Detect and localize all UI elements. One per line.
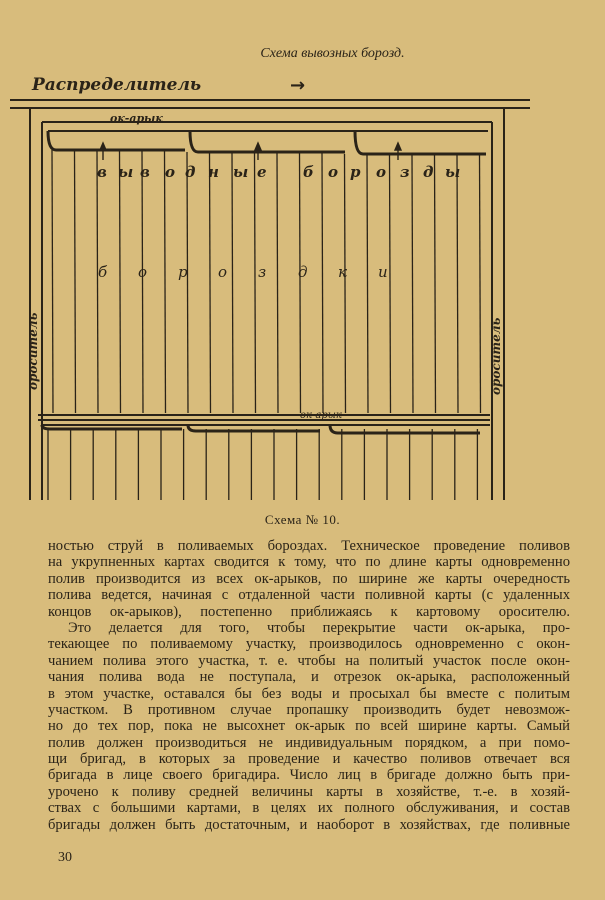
outlet-furrows-letter: ы [233,163,249,181]
outlet-furrows-letter: е [257,163,267,181]
running-header: Схема вывозных борозд. [260,46,405,61]
text-line: полив производится из всех ок-арыков, по ширине же карты очередность [48,570,570,587]
right-irrigator-label: ороситель [489,317,503,395]
furrows-letter: р [178,263,188,281]
furrow-upper [142,150,143,413]
text-line: в этом участке, оставался бы без воды и просыхал бы вместе с политым [48,685,570,702]
furrows-letter: д [298,263,308,281]
outlet-furrows-letter: о [328,163,339,181]
outlet-furrows-letter: б [303,163,314,181]
furrow-upper [300,152,301,413]
outlet-furrows-letter: в [140,163,150,181]
distributor-label: Распределитель [32,75,202,95]
furrow-scheme-diagram [0,70,605,510]
furrow-upper [480,154,481,413]
page-number: 30 [58,850,72,865]
bottom-ok-aryk-label: ок-арык [300,410,342,421]
text-line: ностью струй в поливаемых бороздах. Техническое проведение поливов [48,538,570,554]
direction-arrow: → [290,75,306,96]
furrow-upper [345,154,346,413]
outlet-furrows-letter: д [185,163,196,181]
furrow-upper [187,152,188,413]
top-branch-ok-aryk-2 [190,131,345,152]
bottom-branch-ok-aryk-3 [330,425,480,433]
text-line: щи бригад, в которых за проведение и качество поливов отвечает вся [48,751,570,768]
furrow-upper [412,154,413,413]
furrows-letter: к [338,263,347,281]
furrow-upper [210,152,211,413]
text-line: концов ок-арыков), постепенно приближаясь к картовому оросителю. [48,603,570,620]
furrow-upper [52,150,53,413]
outlet-furrows-letter: з [400,163,410,181]
text-line: бригада в лице своего бригадира. Число лиц в бригаде должно быть при- [48,767,570,784]
furrow-upper [367,154,368,413]
furrow-upper [435,154,436,413]
furrow-upper [97,150,98,413]
outlet-furrows-letter: н [208,163,219,181]
furrow-upper [165,150,166,413]
top-ok-aryk-label: ок-арык [110,112,163,125]
text-line: участком. В противном случае пропашку производить будет невозмож- [48,701,570,718]
text-line: чанием полива этого участка, т. е. чтобы на политый участок после окон- [48,652,570,669]
outlet-furrows-letter: о [376,163,387,181]
text-line: текающее по поливаемому участку, производилось одновременно с окон- [48,636,570,653]
furrows-letter: о [138,263,148,281]
furrows-letter: о [218,263,228,281]
text-line: бригады должен быть достаточным, и наоборот в хозяйствах, где поливные [48,816,570,833]
outlet-furrows-letter: о [165,163,176,181]
furrow-upper [75,150,76,413]
text-line: но до тех пор, пока не высохнет ок-арык по всей ширине карты. Самый [48,718,570,735]
body-text [48,538,570,833]
furrows-letter: б [98,263,108,281]
furrow-upper [120,150,121,413]
up-arrow-head-icon [395,143,401,150]
top-branch-ok-aryk-3 [355,131,486,154]
text-line: Это делается для того, чтобы перекрытие части ок-арыка, про- [68,619,570,636]
furrow-upper [277,152,278,413]
up-arrow-head-icon [100,143,106,150]
furrow-upper [232,152,233,413]
furrow-upper [322,152,323,413]
outlet-furrows-letter: д [423,163,434,181]
outlet-furrows-letter: р [350,163,361,181]
furrows-letter: и [378,263,388,281]
furrow-upper [457,154,458,413]
text-line: полив должен производиться не индивидуальным порядком, а при помо- [48,734,570,751]
top-branch-ok-aryk-1 [48,131,185,150]
text-line: урочено к поливу средней величины карты в хозяйстве, т.-е. в хозяй- [48,783,570,800]
text-line: ствах с большими картами, в целях их полного обслуживания, и состав [48,800,570,817]
furrows-letter: з [258,263,267,281]
up-arrow-head-icon [255,143,261,150]
outlet-furrows-letter: ы [445,163,461,181]
outlet-furrows-letter: ы [118,163,134,181]
left-irrigator-label: ороситель [26,312,40,390]
text-line: на укрупненных картах сводится к тому, что по длине карты одновременно [48,554,570,571]
furrow-upper [255,152,256,413]
text-line: полива ведется, начиная с отдаленной части поливной карты (с удаленных [48,587,570,604]
figure-caption: Схема № 10. [264,512,341,527]
outlet-furrows-letter: в [97,163,107,181]
furrow-upper [390,154,391,413]
text-line: чания полива вода не поступала, и отрезок ок-арыка, расположенный [48,669,570,686]
